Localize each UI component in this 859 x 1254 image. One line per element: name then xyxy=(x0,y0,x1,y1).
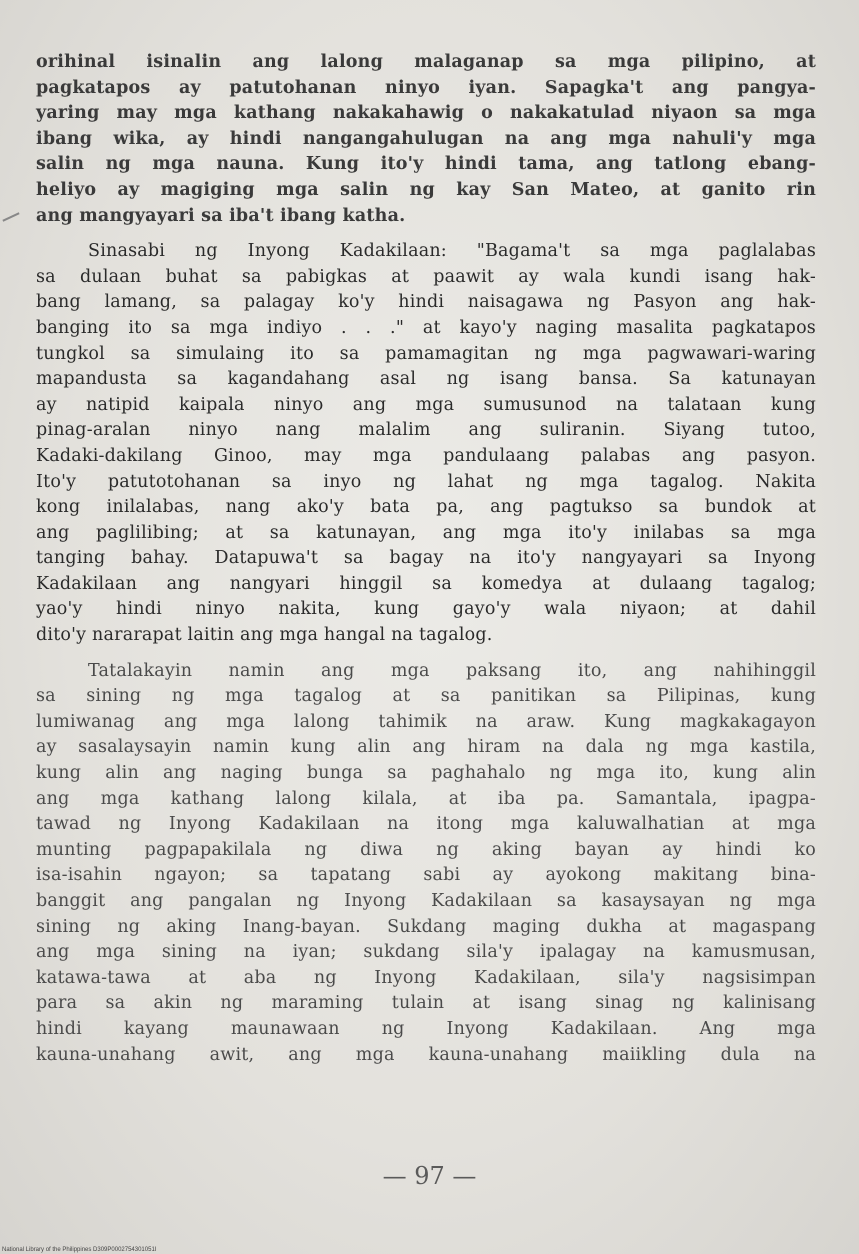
text-line: sining ng aking Inang-bayan. Sukdang maging dukha at magaspang xyxy=(36,916,816,937)
paragraph-3 xyxy=(36,659,816,1069)
text-line: ay sasalaysayin namin kung alin ang hiram na dala ng mga kastila, xyxy=(36,737,816,758)
text-line: pinag-aralan ninyo nang malalim ang suliranin. Siyang tutoo, xyxy=(36,420,816,441)
text-line: ang mga kathang lalong kilala, at iba pa. Samantala, ipagpa- xyxy=(36,788,816,809)
text-line: Tatalakayin namin ang mga paksang ito, ang nahihinggil xyxy=(88,660,816,681)
text-line: dito'y nararapat laitin ang mga hangal na tagalog. xyxy=(36,625,493,646)
text-line: munting pagpapakilala ng diwa ng aking bayan ay hindi ko xyxy=(36,839,816,860)
text-line: sa sining ng mga tagalog at sa panitikan sa Pilipinas, kung xyxy=(36,686,816,707)
text-line: banging ito sa mga indiyo . . ." at kayo'y naging masalita pagkatapos xyxy=(36,317,816,338)
text-line: sa dulaan buhat sa pabigkas at paawit ay wala kundi isang hak- xyxy=(36,266,816,287)
text-line: banggit ang pangalan ng Inyong Kadakilaan sa kasaysayan ng mga xyxy=(36,891,816,911)
text-line: yao'y hindi ninyo nakita, kung gayo'y wala niyaon; at dahil xyxy=(36,599,816,620)
text-line: Kadakilaan ang nangyari hinggil sa komedya at dulaang tagalog; xyxy=(36,573,816,594)
footer-credit: National Library of the Philippines D309P0002754301051I xyxy=(2,1247,157,1253)
text-line: ay natipid kaipala ninyo ang mga sumusunod na talataan kung xyxy=(36,394,816,415)
body-text xyxy=(36,50,816,1078)
text-line: Sinasabi ng Inyong Kadakilaan: "Bagama't sa mga paglalabas xyxy=(88,241,816,262)
text-line: katawa-tawa at aba ng Inyong Kadakilaan, sila'y nagsisimpan xyxy=(36,967,816,988)
text-line: tawad ng Inyong Kadakilaan na itong mga kaluwalhatian at mga xyxy=(36,814,816,835)
text-line: tanging bahay. Datapuwa't sa bagay na ito'y nangyayari sa Inyong xyxy=(36,548,816,569)
text-line: pagkatapos ay patutohanan ninyo iyan. Sapagka't ang pangya- xyxy=(36,77,816,98)
text-line: lumiwanag ang mga lalong tahimik na araw. Kung magkakagayon xyxy=(36,711,816,732)
text-line: isa-isahin ngayon; sa tapatang sabi ay ayokong makitang bina- xyxy=(36,865,816,886)
text-line: hindi kayang maunawaan ng Inyong Kadakilaan. Ang mga xyxy=(36,1018,816,1039)
page-number: — 97 — xyxy=(382,1162,477,1190)
text-line: Kadaki-dakilang Ginoo, may mga pandulaang palabas ang pasyon. xyxy=(36,445,816,466)
text-line: ibang wika, ay hindi nangangahulugan na ang mga nahuli'y mga xyxy=(36,128,816,149)
text-line: ang paglilibing; at sa katunayan, ang mga ito'y inilabas sa mga xyxy=(36,522,816,543)
text-line: heliyo ay magiging mga salin ng kay San Mateo, at ganito rin xyxy=(36,179,816,200)
text-line: ang mga sining na iyan; sukdang sila'y ipalagay na kamusmusan, xyxy=(36,942,816,963)
text-line: para sa akin ng maraming tulain at isang sinag ng kalinisang xyxy=(36,993,816,1014)
paragraph-2 xyxy=(36,239,816,649)
paragraph-1 xyxy=(36,50,816,229)
text-line: yaring may mga kathang nakakahawig o nakakatulad niyaon sa mga xyxy=(36,103,816,124)
text-line: kauna-unahang awit, ang mga kauna-unahang maiikling dula na xyxy=(36,1044,816,1065)
text-line: tungkol sa simulaing ito sa pamamagitan ng mga pagwawari-waring xyxy=(36,343,816,364)
text-line: kong inilalabas, nang ako'y bata pa, ang pagtukso sa bundok at xyxy=(36,497,816,518)
text-line: bang lamang, sa palagay ko'y hindi naisagawa ng Pasyon ang hak- xyxy=(36,292,816,313)
text-line: mapandusta sa kagandahang asal ng isang bansa. Sa katunayan xyxy=(36,369,816,390)
text-line: orihinal isinalin ang lalong malaganap sa mga pilipino, at xyxy=(36,52,816,72)
text-line: ang mangyayari sa iba't ibang katha. xyxy=(36,205,406,226)
text-line: Ito'y patutotohanan sa inyo ng lahat ng mga tagalog. Nakita xyxy=(36,471,816,492)
text-line: kung alin ang naging bunga sa paghahalo ng mga ito, kung alin xyxy=(36,763,816,784)
text-line: salin ng mga nauna. Kung ito'y hindi tama, ang tatlong ebang- xyxy=(36,154,816,175)
